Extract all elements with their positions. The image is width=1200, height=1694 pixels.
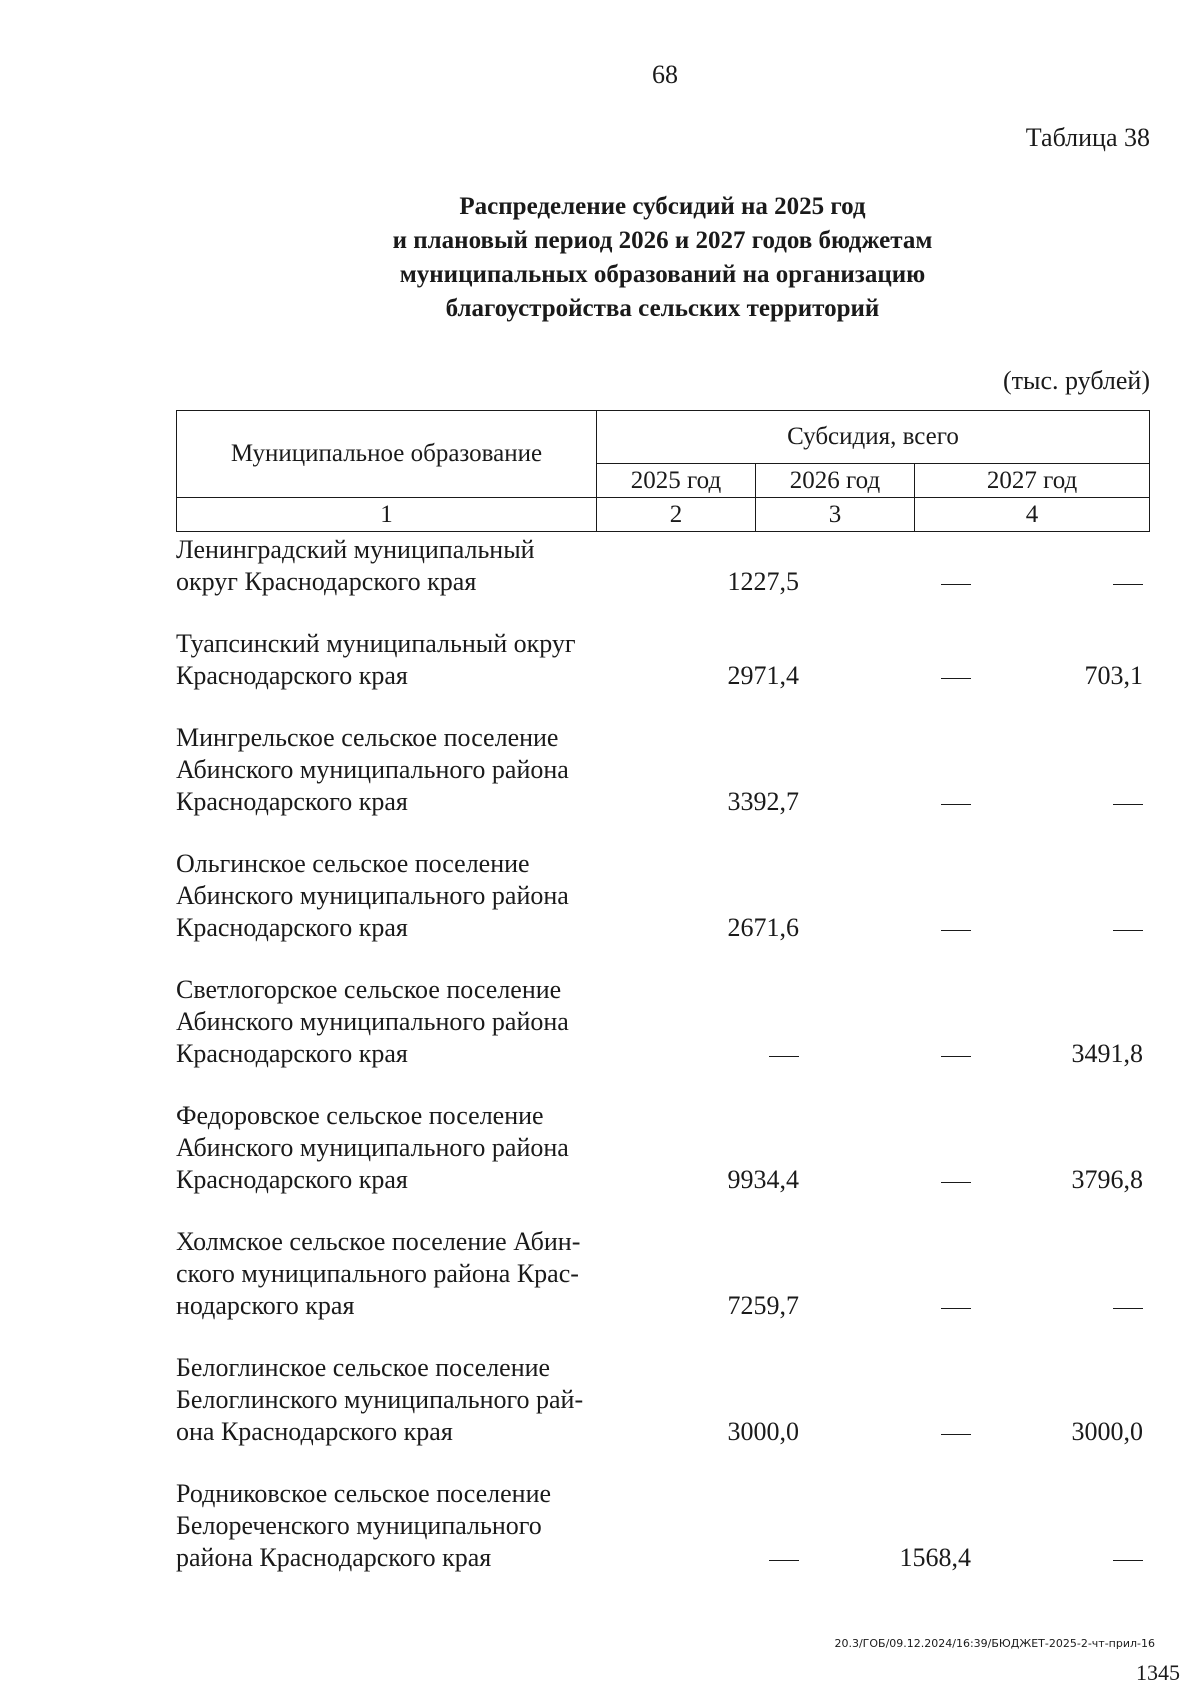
value-2026 [941,912,971,944]
municipality-name-line: Ольгинское сельское поселение [176,849,530,878]
municipality-name-line: Абинского муниципального района [176,881,569,910]
municipality-name-line: Белоглинское сельское поселение [176,1353,551,1382]
dash-mark [769,1560,799,1561]
value-2025: 2671,6 [727,913,799,942]
page-number: 68 [652,60,678,89]
document-title [175,190,1150,326]
municipality-name-line: Абинского муниципального района [176,1007,569,1036]
value-2026: 1568,4 [899,1543,971,1572]
municipality-name-line: она Краснодарского края [176,1417,453,1446]
municipality-name-line: Абинского муниципального района [176,1133,569,1162]
municipality-name-line: Ленинградский муниципальный [176,535,535,564]
municipality-name-line: Белоглинского муниципального рай- [176,1385,584,1414]
dash-mark [941,1182,971,1183]
value-2027 [1113,566,1143,598]
value-2026 [941,1416,971,1448]
table-row [176,974,1149,1070]
municipality-name-line: округ Краснодарского края [176,567,477,596]
municipality-name [176,722,641,818]
value-2025: 3392,7 [727,787,799,816]
value-2026 [941,566,971,598]
dash-mark [941,1434,971,1435]
value-2026 [941,1290,971,1322]
value-2025: 9934,4 [727,1165,799,1194]
municipality-name [176,1100,641,1196]
value-2025: 2971,4 [727,661,799,690]
table-row [176,848,1149,944]
municipality-name-line: Краснодарского края [176,787,408,816]
municipality-name-line: Холмское сельское поселение Абин- [176,1227,581,1256]
value-2025 [769,1542,799,1574]
value-2026 [941,1038,971,1070]
column-number: 1 [177,498,597,532]
column-number: 3 [756,498,915,532]
municipality-name-line: Абинского муниципального района [176,755,569,784]
column-number: 4 [915,498,1150,532]
municipality-name-line: нодарского края [176,1291,355,1320]
header-municipality: Муниципальное образование [177,411,597,498]
table-row [176,722,1149,818]
table-body [176,534,1149,1604]
value-2027: 703,1 [1084,661,1143,690]
municipality-name-line: Туапсинский муниципальный округ [176,629,576,658]
value-2026 [941,1164,971,1196]
sheet-number: 1345 [1136,1660,1180,1685]
dash-mark [1113,1560,1143,1561]
municipality-name-line: Родниковское сельское поселение [176,1479,552,1508]
value-2027 [1113,912,1143,944]
dash-mark [1113,584,1143,585]
dash-mark [941,678,971,679]
value-2027: 3491,8 [1071,1039,1143,1068]
column-number: 2 [597,498,756,532]
table-label: Таблица 38 [1025,123,1150,152]
title-line: Распределение субсидий на 2025 год [459,193,866,220]
table-row [176,1352,1149,1448]
table-row [176,534,1149,598]
dash-mark [941,584,971,585]
dash-mark [941,1056,971,1057]
value-2025: 1227,5 [727,567,799,596]
municipality-name-line: ского муниципального района Крас- [176,1259,579,1288]
dash-mark [1113,930,1143,931]
municipality-name [176,534,641,598]
header-year-2026: 2026 год [756,464,915,498]
table-row [176,1100,1149,1196]
municipality-name-line: Федоровское сельское поселение [176,1101,544,1130]
value-2025 [769,1038,799,1070]
value-2027 [1113,786,1143,818]
title-line: благоустройства сельских территорий [445,295,880,322]
dash-mark [941,930,971,931]
header-subsidy-total: Субсидия, всего [597,411,1150,464]
dash-mark [1113,1308,1143,1309]
table-row [176,1226,1149,1322]
value-2026 [941,786,971,818]
municipality-name [176,974,641,1070]
municipality-name [176,1352,641,1448]
value-2027 [1113,1290,1143,1322]
municipality-name [176,1478,641,1574]
table-header [176,410,1150,532]
municipality-name-line: Краснодарского края [176,913,408,942]
table-row [176,628,1149,692]
municipality-name [176,628,641,692]
value-2025: 7259,7 [727,1291,799,1320]
value-2027 [1113,1542,1143,1574]
dash-mark [769,1056,799,1057]
municipality-name-line: Краснодарского края [176,661,408,690]
municipality-name-line: Белореченского муниципального [176,1511,542,1540]
municipality-name-line: Светлогорское сельское поселение [176,975,562,1004]
dash-mark [941,804,971,805]
dash-mark [941,1308,971,1309]
municipality-name-line: Краснодарского края [176,1039,408,1068]
municipality-name [176,1226,641,1322]
header-year-2027: 2027 год [915,464,1150,498]
value-2026 [941,660,971,692]
document-code: 20.3/ГОБ/09.12.2024/16:39/БЮДЖЕТ-2025-2-чт-прил-16 [834,1637,1155,1650]
value-2027: 3796,8 [1071,1165,1143,1194]
value-2027: 3000,0 [1071,1417,1143,1446]
unit-label: (тыс. рублей) [1002,366,1150,395]
dash-mark [1113,804,1143,805]
municipality-name-line: Мингрельское сельское поселение [176,723,559,752]
table-row [176,1478,1149,1574]
municipality-name-line: района Краснодарского края [176,1543,492,1572]
municipality-name [176,848,641,944]
value-2025: 3000,0 [727,1417,799,1446]
title-line: муниципальных образований на организацию [399,261,926,288]
header-year-2025: 2025 год [597,464,756,498]
municipality-name-line: Краснодарского края [176,1165,408,1194]
title-line: и плановый период 2026 и 2027 годов бюджетам [392,227,933,254]
